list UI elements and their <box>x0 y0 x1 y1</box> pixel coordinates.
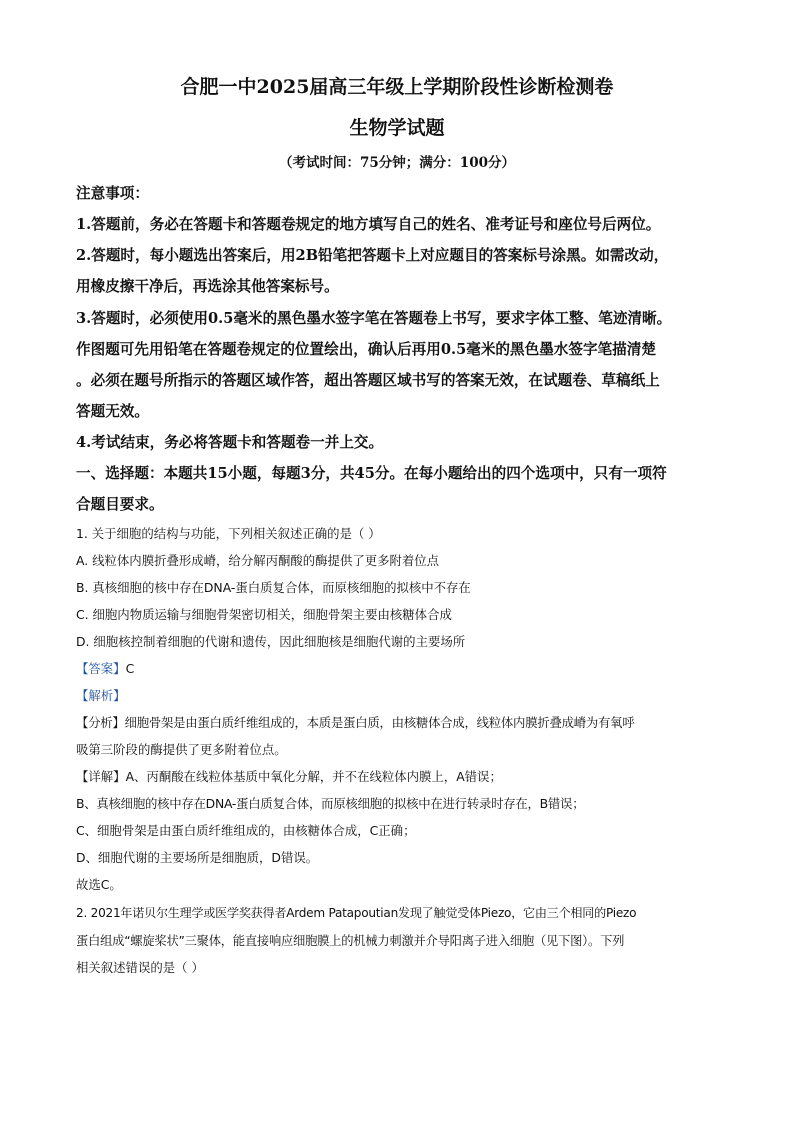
analysis-tag: 【解析】 <box>76 688 126 703</box>
detail-line-c: C、细胞骨架是由蛋白质纤维组成的，由核糖体合成，C正确； <box>76 823 416 838</box>
notice-item-3-line-2: 作图题可先用铅笔在答题卷规定的位置绘出，确认后再用0.5毫米的黑色墨水签字笔描清楚 <box>76 341 656 358</box>
section-1-heading-line-2: 合题目要求。 <box>76 496 164 513</box>
detail-a-text: A、丙酮酸在线粒体基质中氧化分解，并不在线粒体内膜上，A错误； <box>125 769 502 784</box>
notice-item-2-line-2: 用橡皮擦干净后，再选涂其他答案标号。 <box>76 278 339 295</box>
fenxi-line-1 <box>76 713 634 731</box>
conclusion-line: 故选C。 <box>76 877 122 892</box>
question-1-option-b: B. 真核细胞的核中存在DNA-蛋白质复合体，而原核细胞的拟核中不存在 <box>76 580 471 595</box>
detail-line-a <box>76 767 502 785</box>
section-1-heading-line-1: 一、选择题：本题共15小题，每题3分，共45分。在每小题给出的四个选项中，只有一项符 <box>76 465 667 482</box>
question-1-option-c: C. 细胞内物质运输与细胞骨架密切相关，细胞骨架主要由核糖体合成 <box>76 607 452 622</box>
notice-heading: 注意事项： <box>76 185 149 202</box>
notice-item-1: 1.答题前，务必在答题卡和答题卷规定的地方填写自己的姓名、准考证号和座位号后两位。 <box>76 216 661 233</box>
fenxi-tag: 【分析】 <box>76 715 125 730</box>
notice-item-3-line-3: 。必须在题号所指示的答题区域作答，超出答题区域书写的答案无效，在试题卷、草稿纸上 <box>76 372 660 389</box>
answer-value: C <box>125 661 135 676</box>
exam-info: （考试时间：75分钟；满分：100分） <box>279 155 515 171</box>
exam-title: 合肥一中2025届高三年级上学期阶段性诊断检测卷 <box>180 76 614 98</box>
detail-line-d: D、细胞代谢的主要场所是细胞质，D错误。 <box>76 850 319 865</box>
question-2-line-3: 相关叙述错误的是（ ） <box>76 960 204 975</box>
notice-item-3-line-4: 答题无效。 <box>76 403 149 420</box>
detail-line-b: B、真核细胞的核中存在DNA-蛋白质复合体，而原核细胞的拟核中在进行转录时存在，B错误； <box>76 796 585 811</box>
fenxi-line-2: 吸第三阶段的酶提供了更多附着位点。 <box>76 742 287 757</box>
question-2-line-2: 蛋白组成“螺旋桨状”三聚体，能直接响应细胞膜上的机械力刺激并介导阳离子进入细胞（见下图）。下列 <box>76 934 625 948</box>
notice-item-2-line-1: 2.答题时，每小题选出答案后，用2B铅笔把答题卡上对应题目的答案标号涂黑。如需改动， <box>76 247 669 264</box>
question-1-option-a: A. 线粒体内膜折叠形成嵴，给分解丙酮酸的酶提供了更多附着位点 <box>76 553 440 568</box>
question-1-option-d: D. 细胞核控制着细胞的代谢和遗传，因此细胞核是细胞代谢的主要场所 <box>76 634 466 649</box>
detail-tag: 【详解】 <box>76 769 126 784</box>
question-2-line-1: 2. 2021年诺贝尔生理学或医学奖获得者Ardem Patapoutian发现了触觉受体Piezo，它由三个相同的Piezo <box>76 906 637 920</box>
fenxi-text-1: 细胞骨架是由蛋白质纤维组成的，本质是蛋白质，由核糖体合成，线粒体内膜折叠成嵴为有氧呼 <box>124 715 635 730</box>
answer-tag: 【答案】 <box>76 661 126 676</box>
question-1-stem: 1. 关于细胞的结构与功能，下列相关叙述正确的是（ ） <box>76 526 381 541</box>
subject-title: 生物学试题 <box>349 117 445 139</box>
notice-item-4: 4.考试结束，务必将答题卡和答题卷一并上交。 <box>76 434 384 451</box>
notice-item-3-line-1: 3.答题时，必须使用0.5毫米的黑色墨水签字笔在答题卷上书写，要求字体工整、笔迹清晰。 <box>76 310 672 327</box>
answer-line <box>76 659 134 677</box>
